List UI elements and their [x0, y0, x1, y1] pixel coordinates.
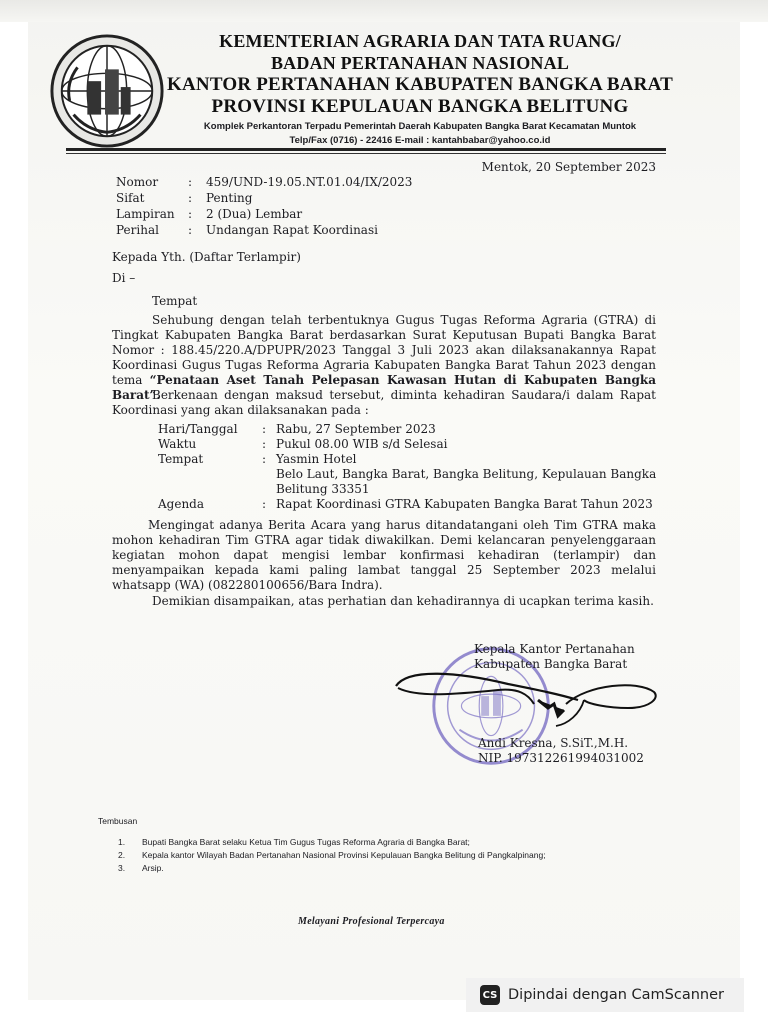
- detail-sep: :: [262, 452, 267, 466]
- letterhead-province: PROVINSI KEPULAUAN BANGKA BELITUNG: [211, 96, 629, 117]
- list-item: [118, 849, 546, 862]
- signatory-nip: NIP. 197312261994031002: [478, 751, 644, 765]
- camscanner-icon: CS: [480, 985, 500, 1005]
- letterhead-office: KANTOR PERTANAHAN KABUPATEN BANGKA BARAT: [167, 74, 673, 95]
- meta-row-lampiran: [116, 206, 412, 222]
- detail-key: Hari/Tanggal: [158, 422, 238, 436]
- meta-row-nomor: [116, 174, 412, 190]
- meta-row-sifat: [116, 190, 412, 206]
- detail-value: Rapat Koordinasi GTRA Kabupaten Bangka Barat Tahun 2023: [276, 497, 653, 511]
- list-item-number: 1.: [118, 837, 126, 847]
- detail-value: Yasmin Hotel: [276, 452, 357, 466]
- meta-value: 459/UND-19.05.NT.01.04/IX/2023: [206, 175, 413, 189]
- paragraph-attendance: Mengingat adanya Berita Acara yang harus ditandatangani oleh Tim GTRA maka mohon kehadiran Tim GTRA agar tidak diwakilkan. Demi kelancaran penyelenggaraan kegiatan mohon dapat mengisi lembar konfirmasi kehadiran (terlampir) dan menyampaikan kepada kami paling lambat tanggal 25 September 2023 melalui whatsapp (WA) (082280100656/Bara Indra).: [112, 518, 656, 592]
- detail-row-time: [158, 437, 658, 452]
- detail-row-agenda: [158, 497, 658, 512]
- letterhead: [160, 30, 680, 147]
- detail-row-place: [158, 452, 658, 467]
- meta-sep: :: [188, 207, 193, 221]
- meta-sep: :: [188, 191, 193, 205]
- detail-key: [158, 467, 262, 497]
- detail-value: Pukul 08.00 WIB s/d Selesai: [276, 437, 448, 451]
- signatory: [478, 736, 644, 766]
- detail-sep: :: [262, 437, 267, 451]
- letter-meta: [116, 174, 412, 238]
- meta-key: Lampiran: [116, 207, 175, 221]
- paragraph-closing: Demikian disampaikan, atas perhatian dan kehadirannya di ucapkan terima kasih.: [152, 594, 654, 608]
- bpn-logo: [48, 32, 166, 150]
- letterhead-agency: BADAN PERTANAHAN NASIONAL: [270, 53, 570, 73]
- meta-key: Nomor: [116, 175, 159, 189]
- meta-key: Sifat: [116, 191, 145, 205]
- meta-sep: :: [188, 175, 193, 189]
- recipient-tempat: Tempat: [152, 294, 198, 308]
- meta-sep: :: [188, 223, 193, 237]
- tembusan-heading: Tembusan: [98, 816, 138, 826]
- meta-value: Penting: [206, 191, 253, 205]
- meta-value: Undangan Rapat Koordinasi: [206, 223, 378, 237]
- detail-key: Tempat: [158, 452, 204, 466]
- meeting-details: [158, 422, 658, 512]
- list-item-number: 3.: [118, 863, 126, 873]
- detail-key: Waktu: [158, 437, 197, 451]
- signatory-name: Andi Kresna, S.SiT.,M.H.: [478, 736, 629, 750]
- meta-value: 2 (Dua) Lembar: [206, 207, 303, 221]
- list-item-text: Arsip.: [142, 863, 164, 873]
- detail-value: Rabu, 27 September 2023: [276, 422, 436, 436]
- list-item: [118, 862, 546, 875]
- letterhead-address: Komplek Perkantoran Terpadu Pemerintah Daerah Kabupaten Bangka Barat Kecamatan Muntok: [203, 121, 637, 132]
- paragraph-request: Berkenaan dengan maksud tersebut, diminta kehadiran Saudara/i dalam Rapat Koordinasi yang akan dilaksanakan pada :: [112, 388, 656, 417]
- letterhead-contact: Telp/Fax (0716) - 22416 E-mail : kantahbabar@yahoo.co.id: [289, 135, 551, 146]
- letter-date: Mentok, 20 September 2023: [481, 160, 656, 174]
- scan-top-edge: [0, 0, 768, 22]
- detail-sep: :: [262, 497, 267, 511]
- camscanner-label: Dipindai dengan CamScanner: [508, 987, 725, 1003]
- recipient-line: Kepada Yth. (Daftar Terlampir): [112, 250, 301, 264]
- list-item-number: 2.: [118, 850, 126, 860]
- detail-row-address: [158, 467, 658, 497]
- detail-row-date: [158, 422, 658, 437]
- camscanner-badge: [466, 978, 744, 1012]
- detail-key: Agenda: [158, 497, 205, 511]
- meta-key: Perihal: [116, 223, 159, 237]
- handwritten-signature: [388, 664, 668, 734]
- tembusan-list: [118, 836, 546, 875]
- list-item-text: Kepala kantor Wilayah Badan Pertanahan Nasional Provinsi Kepulauan Bangka Belitung di Pangkalpinang;: [142, 850, 546, 860]
- meta-row-perihal: [116, 222, 412, 238]
- paragraph-intro-text: Sehubung dengan telah terbentuknya Gugus Tugas Reforma Agraria (GTRA) di Tingkat Kabupaten Bangka Barat berdasarkan Surat Keputusan Bupati Bangka Barat Nomor : 188.45/220.A/DPUPR/2023 Tanggal 3 Juli 2023 akan dilaksanakannya Rapat Koordinasi Gugus Tugas Reforma Agraria Kabupaten Bangka Barat Tahun 2023 dengan tema: [112, 313, 656, 387]
- letterhead-rule-thick: [66, 148, 666, 151]
- letterhead-rule-thin: [66, 153, 666, 154]
- detail-value: Belo Laut, Bangka Barat, Bangka Belitung, Kepulauan Bangka Belitung 33351: [276, 467, 657, 496]
- office-motto: Melayani Profesional Terpercaya: [298, 916, 445, 927]
- list-item-text: Bupati Bangka Barat selaku Ketua Tim Gugus Tugas Reforma Agraria di Bangka Barat;: [142, 837, 470, 847]
- letterhead-ministry: KEMENTERIAN AGRARIA DAN TATA RUANG/: [219, 31, 621, 51]
- list-item: [118, 836, 546, 849]
- detail-sep: :: [262, 422, 267, 436]
- signatory-office: Kabupaten Bangka Barat: [474, 657, 628, 671]
- signatory-position: Kepala Kantor Pertanahan: [474, 642, 635, 656]
- recipient-di: Di –: [112, 271, 136, 285]
- detail-sep: [262, 467, 276, 497]
- paragraph-intro-theme: “Penataan Aset Tanah Pelepasan Kawasan Hutan di Kabupaten Bangka Barat”.: [112, 373, 656, 402]
